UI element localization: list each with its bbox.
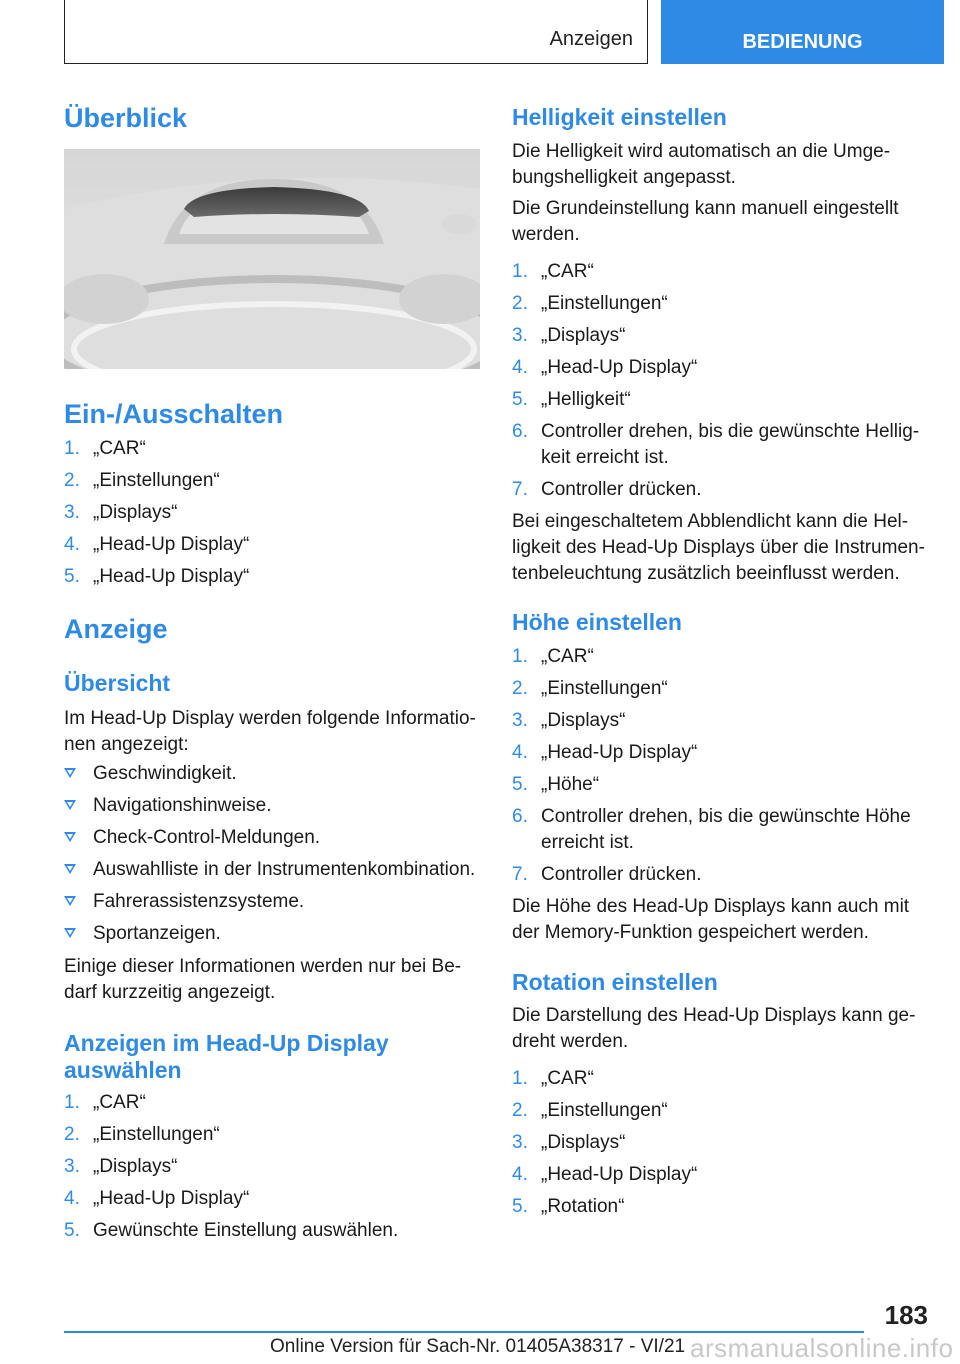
chapter-tab[interactable]: BEDIENUNG [661, 0, 944, 64]
head-up-display-photo [64, 149, 480, 369]
list-item: 1. „CAR“ [512, 1068, 594, 1089]
list-item: 2. „Einstellungen“ [64, 470, 220, 491]
list-item: 4. „Head-Up Display“ [64, 534, 250, 555]
list-item: 5. „Helligkeit“ [512, 389, 631, 410]
list-item: 5. Gewünschte Einstellung auswählen. [64, 1220, 399, 1241]
triangle-bullet-icon [64, 768, 76, 778]
list-item: 5. „Höhe“ [512, 774, 600, 795]
rotation-steps [512, 1066, 928, 1226]
list-item: 1. „CAR“ [512, 261, 594, 282]
online-version-note: Online Version für Sach-Nr. 01405A38317 - VI/21 [270, 1336, 686, 1357]
list-item: 3. „Displays“ [512, 325, 626, 346]
watermark: arsmanualsonline.info [690, 1333, 954, 1363]
list-item: 2. „Einstellungen“ [64, 1124, 220, 1145]
list-item: 2. „Einstellungen“ [512, 678, 668, 699]
list-item: 5. „Rotation“ [512, 1196, 625, 1217]
list-item: 4. „Head-Up Display“ [512, 742, 698, 763]
triangle-bullet-icon [64, 896, 76, 906]
page-number: 183 [884, 1300, 928, 1330]
list-item: Check-Control-Meldungen. [64, 825, 480, 851]
list-item: 3. „Displays“ [64, 502, 178, 523]
list-item: Fahrerassistenzsysteme. [64, 889, 480, 915]
list-item: 2. „Einstellungen“ [512, 1100, 668, 1121]
list-item: Geschwindigkeit. [64, 761, 480, 787]
list-item: 7. Controller drücken. [512, 479, 702, 500]
list-item: Navigationshinweise. [64, 793, 480, 819]
hoehe-heading: Höhe einstellen [512, 609, 682, 635]
hoehe-steps [512, 644, 928, 894]
uebersicht-heading: Übersicht [64, 670, 171, 696]
list-item: 4. „Head-Up Display“ [512, 1164, 698, 1185]
list-item: 1. „CAR“ [64, 438, 146, 459]
list-item: Sportanzeigen. [64, 921, 480, 947]
helligkeit-p1: Die Helligkeit wird automatisch an die Umgebungshelligkeit angepasst. [512, 141, 891, 188]
ueberblick-heading: Überblick [64, 103, 188, 133]
list-item: 1. „CAR“ [64, 1092, 146, 1113]
rotation-heading: Rotation einstellen [512, 969, 718, 995]
list-item: 5. „Head-Up Display“ [64, 566, 250, 587]
section-label: Anzeigen [549, 28, 633, 50]
list-item: 4. „Head-Up Display“ [512, 357, 698, 378]
list-item: 4. „Head-Up Display“ [64, 1188, 250, 1209]
uebersicht-intro: Im Head-Up Display werden folgende Informationen angezeigt: [64, 708, 476, 755]
uebersicht-note: Einige dieser Informationen werden nur bei Bedarf kurzzeitig angezeigt. [64, 956, 462, 1003]
helligkeit-heading: Helligkeit einstellen [512, 104, 727, 130]
list-item: Auswahlliste in der Instrumentenkombination. [64, 857, 480, 883]
list-item: 6. Controller drehen, bis die gewünschte Höhe erreicht ist. [512, 806, 911, 853]
ein-ausschalten-steps [64, 436, 480, 596]
list-item: 6. Controller drehen, bis die gewünschte Helligkeit erreicht ist. [512, 421, 920, 468]
helligkeit-steps [512, 259, 928, 509]
uebersicht-bullets [64, 761, 480, 953]
triangle-bullet-icon [64, 832, 76, 842]
helligkeit-p2: Die Grundeinstellung kann manuell eingestellt werden. [512, 198, 899, 245]
list-item: 3. „Displays“ [512, 710, 626, 731]
helligkeit-note: Bei eingeschaltetem Abblendlicht kann die Helligkeit des Head-Up Displays über die Instrumentenbeleuchtung zusätzlich beeinflusst werden. [512, 511, 925, 584]
ein-ausschalten-heading: Ein-/Ausschalten [64, 399, 284, 429]
hoehe-note: Die Höhe des Head-Up Displays kann auch mit der Memory-Funktion gespeichert werden. [512, 896, 910, 943]
list-item: 3. „Displays“ [512, 1132, 626, 1153]
triangle-bullet-icon [64, 800, 76, 810]
auswaehlen-steps [64, 1090, 480, 1250]
list-item: 3. „Displays“ [64, 1156, 178, 1177]
rotation-p1: Die Darstellung des Head-Up Displays kann gedreht werden. [512, 1005, 916, 1052]
triangle-bullet-icon [64, 864, 76, 874]
list-item: 1. „CAR“ [512, 646, 594, 667]
list-item: 2. „Einstellungen“ [512, 293, 668, 314]
auswaehlen-heading-line1: Anzeigen im Head-Up Display [64, 1030, 389, 1056]
anzeige-heading: Anzeige [64, 614, 168, 644]
triangle-bullet-icon [64, 928, 76, 938]
auswaehlen-heading-line2: auswählen [64, 1057, 182, 1083]
list-item: 7. Controller drücken. [512, 864, 702, 885]
header-frame [64, 0, 648, 64]
